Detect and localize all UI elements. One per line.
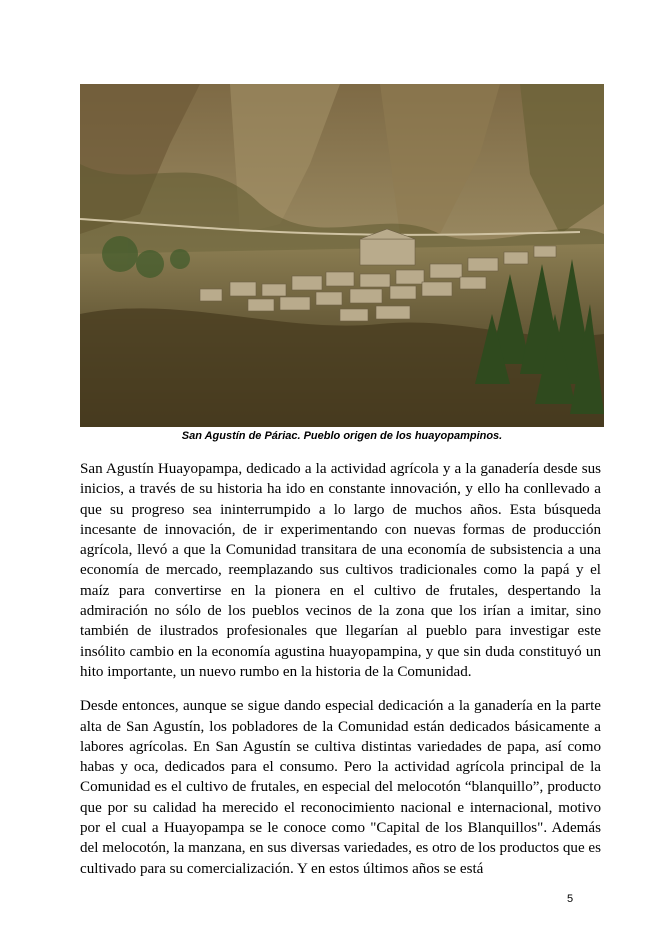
photo-caption: San Agustín de Páriac. Pueblo origen de los huayopampinos. (181, 430, 503, 442)
paragraph: San Agustín Huayopampa, dedicado a la actividad agrícola y a la ganadería desde sus inicios, a través de su historia ha ido en constante innovación, y ello ha conllevado a que su progreso sea ininterrumpido a lo largo de muchos años. Esta búsqueda incesante de innovación, de ir experimentando con nuevas formas de producción agrícola, llevó a que la Comunidad transitara de una economía de subsistencia a una economía de mercado, reemplazando sus cultivos tradicionales como la papá y el maíz para convertirse en la pionera en el cultivo de frutales, despertando la admiración no sólo de los pueblos vecinos de la zona que los irían a imitar, sino también de ilustrados profesionales que llegarían al pueblo para investigar este insólito cambio en la economía agustina huayopampina, y que sin duda constituyó un hito importante, un nuevo rumbo en la historia de la Comunidad. (80, 461, 601, 680)
paragraph: Desde entonces, aunque se sigue dando especial dedicación a la ganadería en la parte alta de San Agustín, los pobladores de la Comunidad están dedicados básicamente a labores agrícolas. En San Agustín se cultiva distintas variedades de papa, así como habas y oca, dedicados para el consumo. Pero la actividad agrícola principal de la Comunidad es el cultivo de frutales, en especial del melocotón “blanquillo”, producto que por su calidad ha merecido el reconocimiento nacional e internacional, motivo por el cual a Huayopampa se le conoce como "Capital de los Blanquillos". Además del melocotón, la manzana, en sus diversas variedades, es otro de los productos que es cultivado para su comercialización. Y en estos últimos años se está (80, 698, 601, 877)
body-text (80, 459, 601, 893)
page-number: 5 (567, 893, 574, 905)
village-photo (80, 84, 604, 427)
village-landscape-illustration (80, 84, 604, 427)
